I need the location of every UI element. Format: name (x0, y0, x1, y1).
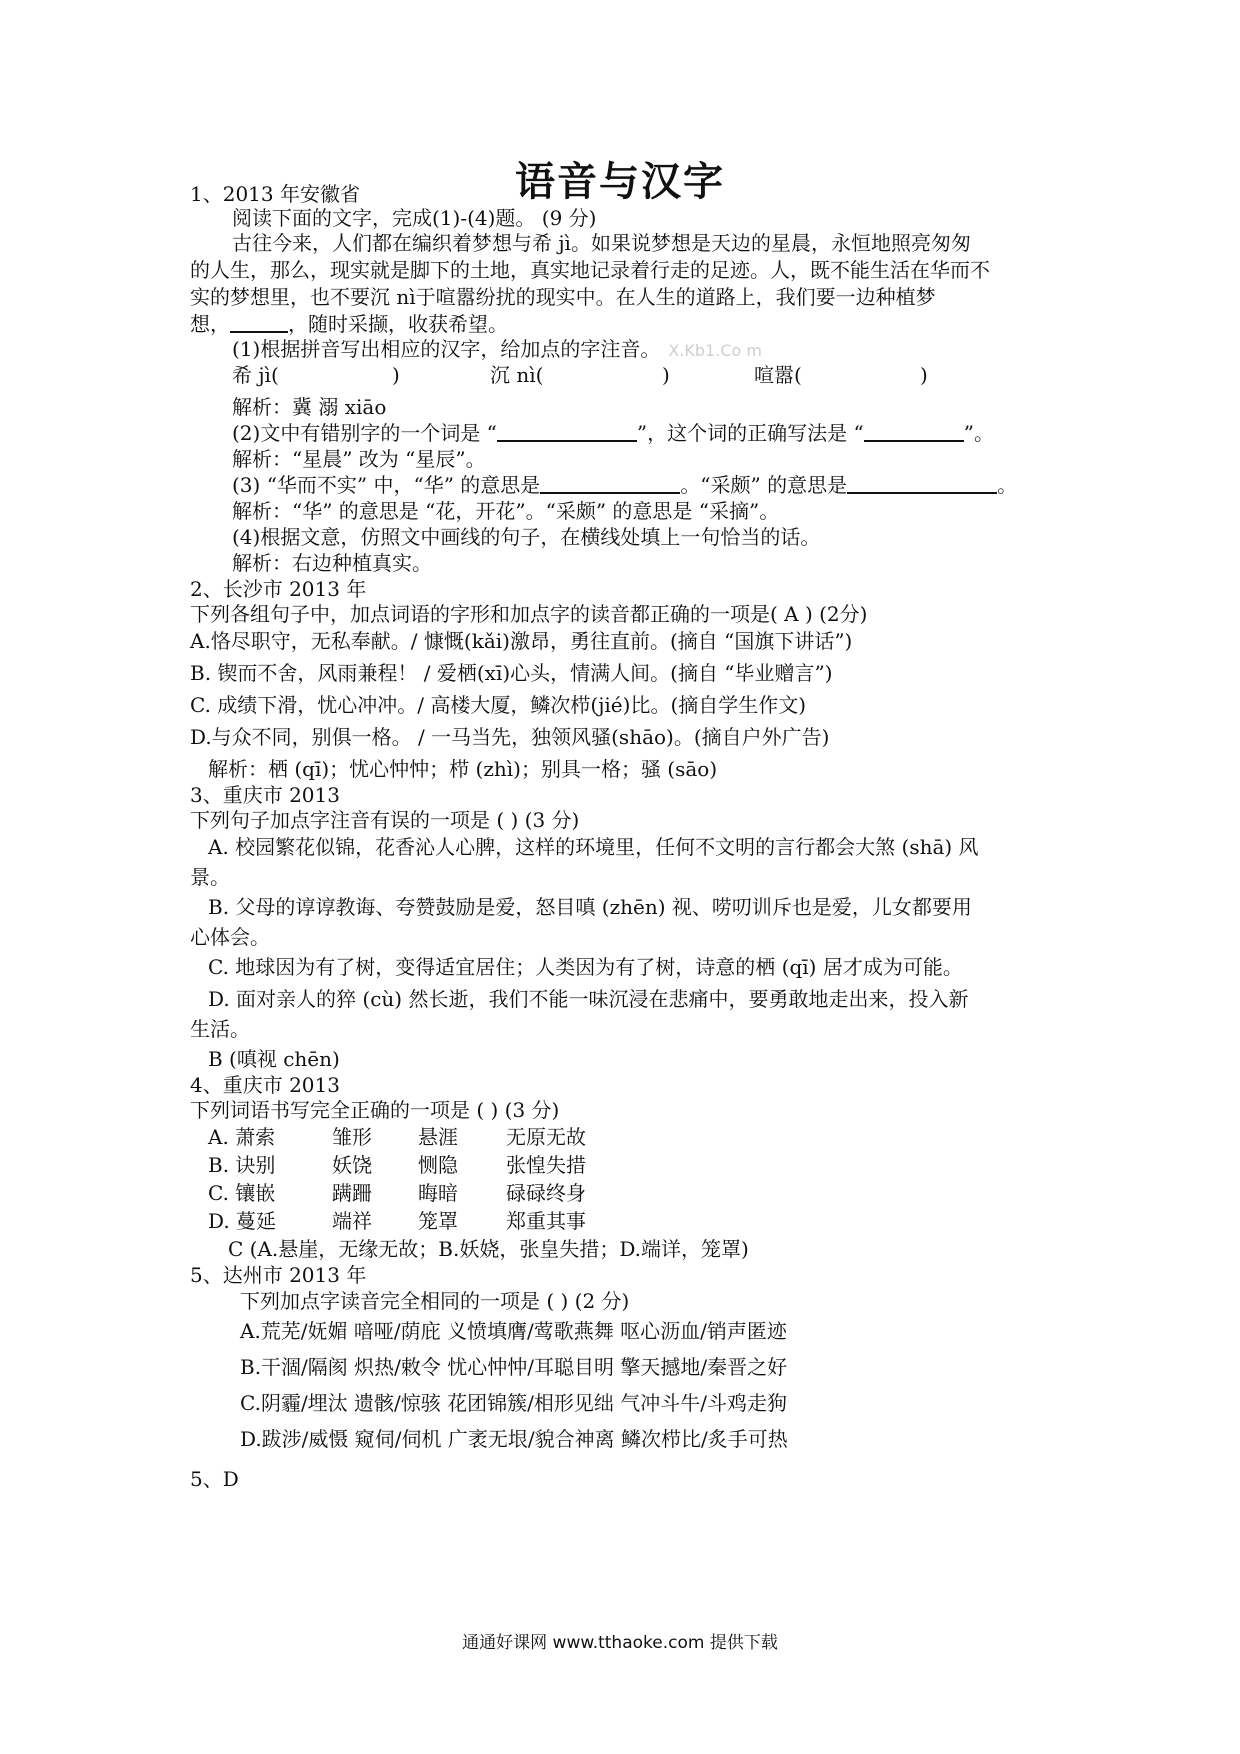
q1-intro: 阅读下面的文字，完成(1)-(4)题。 (9 分) (232, 206, 597, 230)
q5-answer: 5、D (190, 1467, 239, 1491)
q2-option: A.恪尽职守，无私奉献。/ 慷慨(kǎi)激昂，勇往直前。(摘自 “国旗下讲话”) (190, 629, 853, 653)
q4-option-word: 笼罩 (418, 1209, 458, 1233)
q3-option-line: B. 父母的谆谆教诲、夸赞鼓励是爱，怒目嗔 (zhēn) 视、唠叨训斥也是爱，儿女都要用 (208, 895, 972, 919)
q2-option: D.与众不同，别俱一格。 / 一马当先，独领风骚(shāo)。(摘自户外广告) (190, 725, 830, 749)
q4-option-word: 端祥 (332, 1209, 372, 1233)
q4-option-word: 妖饶 (332, 1153, 372, 1177)
q4-option-word: B. 诀别 (208, 1153, 276, 1177)
q1-sub3-answer: 解析：“华” 的意思是 “花，开花”。“采颇” 的意思是 “采摘”。 (232, 499, 780, 523)
q1-header: 1、2013 年安徽省 (190, 182, 360, 206)
q1-passage-text: ，随时采撷，收获希望。 (288, 312, 508, 336)
q4-option-word: 蹒跚 (332, 1181, 372, 1205)
answer-blank (864, 420, 964, 442)
q1-item-xiao: 喧嚣( (754, 363, 802, 387)
q3-option-line: C. 地球因为有了树，变得适宜居住；人类因为有了树，诗意的栖 (qī) 居才成为可能。 (208, 955, 963, 979)
q3-option-line: 生活。 (190, 1017, 250, 1041)
q4-option-word: 无原无故 (506, 1125, 586, 1149)
q4-option-word: A. 萧索 (208, 1125, 276, 1149)
q4-option-word: 碌碌终身 (506, 1181, 586, 1205)
q1-sub2-text: ”。 (963, 421, 994, 445)
q2-option: B. 锲而不舍，风雨兼程！ / 爱栖(xī)心头，情满人间。(摘自 “毕业赠言”) (190, 661, 833, 685)
q5-header: 5、达州市 2013 年 (190, 1263, 367, 1287)
q4-option-word: 恻隐 (418, 1153, 458, 1177)
q4-option-word: 悬涯 (418, 1125, 458, 1149)
q4-option-word: D. 蔓延 (208, 1209, 277, 1233)
q1-passage-line: 的人生，那么，现实就是脚下的土地，真实地记录着行走的足迹。人，既不能生活在华而不 (190, 258, 990, 282)
q4-option-word: 张惶失措 (506, 1153, 586, 1177)
q1-sub3 (232, 472, 1017, 498)
q5-option: B.干涸/隔阂 炽热/敕令 忧心忡忡/耳聪目明 擎天撼地/秦晋之好 (240, 1355, 788, 1379)
q1-sub2-answer: 解析：“星晨” 改为 “星辰”。 (232, 447, 486, 471)
q3-header: 3、重庆市 2013 (190, 783, 340, 807)
q4-answer: C (A.悬崖，无缘无故；B.妖娆，张皇失措；D.端详，笼罩) (228, 1237, 749, 1261)
q1-passage-text: 想， (190, 312, 230, 336)
q3-option-line: D. 面对亲人的猝 (cù) 然长逝，我们不能一味沉浸在悲痛中，要勇敢地走出来，投入新 (208, 987, 969, 1011)
q1-sub3-text: 。“采颇” 的意思是 (680, 473, 848, 497)
answer-blank (497, 420, 637, 442)
page-title: 语音与汉字 (515, 159, 725, 205)
q1-item-xiao-close: ) (920, 363, 928, 387)
q1-sub3-text: (3) “华而不实” 中，“华” 的意思是 (232, 473, 541, 497)
q4-option-word: 晦暗 (418, 1181, 458, 1205)
page-footer: 通通好课网 www.tthaoke.com 提供下载 (462, 1633, 778, 1653)
q1-sub2-text: (2)文中有错别字的一个词是 “ (232, 421, 497, 445)
q1-passage-line: 古往今来，人们都在编织着梦想与希 jì。如果说梦想是天边的星晨，永恒地照亮匆匆 (232, 231, 971, 255)
q2-option: C. 成绩下滑，忧心冲冲。/ 高楼大厦，鳞次栉(jié)比。(摘自学生作文) (190, 693, 807, 717)
q1-sub2-text: ”，这个词的正确写法是 “ (636, 421, 864, 445)
q1-sub4: (4)根据文意，仿照文中画线的句子，在横线处填上一句恰当的话。 (232, 525, 821, 549)
q1-item-ji-close: ) (392, 363, 400, 387)
q1-sub1 (232, 336, 762, 364)
q2-answer: 解析：栖 (qī)；忧心忡忡；栉 (zhì)；别具一格；骚 (sāo) (208, 757, 718, 781)
q2-stem: 下列各组句子中，加点词语的字形和加点字的读音都正确的一项是( A ) (2分) (190, 602, 868, 626)
q5-option: C.阴霾/埋汰 遗骸/惊骇 花团锦簇/相形见绌 气冲斗牛/斗鸡走狗 (240, 1391, 787, 1415)
q1-passage-line: 实的梦想里，也不要沉 nì于喧嚣纷扰的现实中。在人生的道路上，我们要一边种植梦 (190, 285, 936, 309)
q3-answer: B (嗔视 chēn) (208, 1047, 340, 1071)
q1-item-ni: 沉 nì( (490, 363, 544, 387)
q4-stem: 下列词语书写完全正确的一项是 ( ) (3 分) (190, 1098, 560, 1122)
q4-option-word: 郑重其事 (506, 1209, 586, 1233)
q3-option-line: 心体会。 (190, 925, 270, 949)
q3-option-line: 景。 (190, 865, 230, 889)
q3-option-line: A. 校园繁花似锦，花香沁人心脾，这样的环境里，任何不文明的言行都会大煞 (shā) 风 (208, 835, 979, 859)
q3-stem: 下列句子加点字注音有误的一项是 ( ) (3 分) (190, 808, 580, 832)
q5-stem: 下列加点字读音完全相同的一项是 ( ) (2 分) (240, 1289, 630, 1313)
q1-sub3-text: 。 (997, 473, 1018, 497)
q1-item-ji: 希 jì( (232, 363, 279, 387)
answer-blank (230, 311, 288, 333)
q4-option-word: 雏形 (332, 1125, 372, 1149)
q5-option: D.跋涉/威慑 窥伺/伺机 广袤无垠/貌合神离 鳞次栉比/炙手可热 (240, 1427, 788, 1451)
q1-sub1-answer: 解析：冀 溺 xiāo (232, 395, 387, 419)
q4-header: 4、重庆市 2013 (190, 1073, 340, 1097)
watermark-text: X.Kb1.Co m (668, 341, 762, 360)
q5-option: A.荒芜/妩媚 喑哑/荫庇 义愤填膺/莺歌燕舞 呕心沥血/销声匿迹 (240, 1319, 787, 1343)
q1-sub4-answer: 解析：右边种植真实。 (232, 551, 432, 575)
q1-sub1-text: (1)根据拼音写出相应的汉字，给加点的字注音。 (232, 337, 661, 361)
q1-item-ni-close: ) (662, 363, 670, 387)
q4-option-word: C. 镶嵌 (208, 1181, 276, 1205)
q1-sub2 (232, 420, 994, 446)
answer-blank (847, 472, 997, 494)
q1-passage-line (190, 311, 508, 337)
q2-header: 2、长沙市 2013 年 (190, 577, 367, 601)
answer-blank (540, 472, 680, 494)
